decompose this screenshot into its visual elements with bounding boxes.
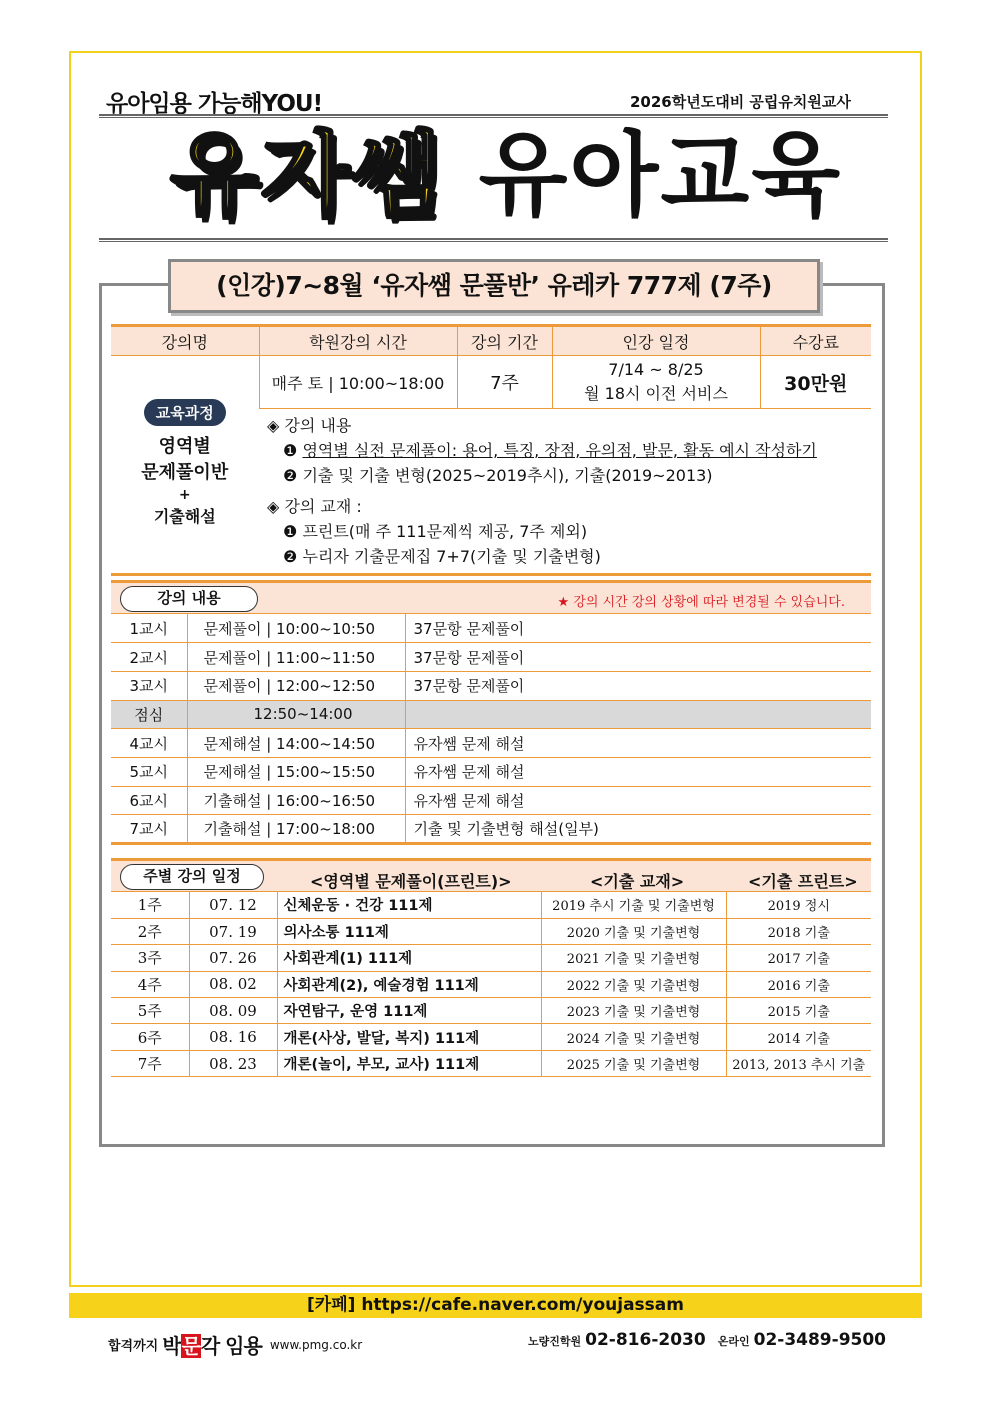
topic: 개론(사상, 발달, 복지) 111제 <box>277 1024 541 1050</box>
period: 3교시 <box>111 671 187 700</box>
topic: 사회관계(1) 111제 <box>277 945 541 971</box>
table-row <box>111 757 871 786</box>
course-badge: 교육과정 <box>144 399 226 426</box>
desc: 유자쌤 문제 해설 <box>405 786 871 815</box>
course-details <box>259 409 871 575</box>
content-item <box>267 463 863 488</box>
table-row <box>111 945 871 971</box>
table-row <box>111 786 871 815</box>
table-row <box>111 671 871 700</box>
content-text: 기출 및 기출 변형(2025~2019추시), 기출(2019~2013) <box>302 466 713 485</box>
past: 2014 기출 <box>726 1024 871 1050</box>
past: 2013, 2013 추시 기출 <box>726 1050 871 1076</box>
slogan: 합격까지 <box>108 1339 159 1354</box>
period: 7교시 <box>111 815 187 844</box>
weekly-table <box>111 892 871 1077</box>
table-row <box>111 998 871 1024</box>
date: 08. 23 <box>189 1050 277 1076</box>
desc: 37문항 문제풀이 <box>405 643 871 672</box>
target-exam: 2026학년도대비 공립유치원교사 <box>630 93 851 111</box>
duration: 7주 <box>457 356 552 409</box>
tagline: 유아임용 가능해YOU! <box>106 91 323 117</box>
topic: 개론(놀이, 부모, 교사) 111제 <box>277 1050 541 1076</box>
week: 4주 <box>111 971 189 997</box>
past: 2019 정시 <box>726 892 871 918</box>
course-cell <box>111 356 259 575</box>
past: 2018 기출 <box>726 918 871 944</box>
course-name-line: + <box>178 487 191 503</box>
header-duration: 강의 기간 <box>457 326 552 356</box>
material-item <box>267 544 863 569</box>
material-item <box>267 519 863 544</box>
table-row <box>111 1050 871 1076</box>
material-text: 누리자 기출문제집 7+7(기출 및 기출변형) <box>302 547 601 566</box>
material-title: ◈ 강의 교재 : <box>267 497 362 516</box>
desc: 유자쌤 문제 해설 <box>405 729 871 758</box>
cafe-link[interactable]: [카페] https://cafe.naver.com/youjassam <box>69 1293 922 1318</box>
online-schedule <box>552 356 760 409</box>
fee: 30만원 <box>760 356 871 409</box>
time: 기출해설 | 17:00~18:00 <box>187 815 405 844</box>
book: 2022 기출 및 기출변형 <box>541 971 726 997</box>
date: 08. 16 <box>189 1024 277 1050</box>
time: 문제풀이 | 10:00~10:50 <box>187 614 405 643</box>
branch-label: 노량진학원 <box>528 1335 582 1348</box>
time: 문제해설 | 14:00~14:50 <box>187 729 405 758</box>
num-icon: ❶ <box>283 522 298 541</box>
content-item <box>267 438 863 463</box>
period: 4교시 <box>111 729 187 758</box>
title-yellow: 유자쌤 <box>170 122 443 229</box>
period: 점심 <box>111 700 187 729</box>
brand-part: 각 임용 <box>200 1334 262 1358</box>
time: 문제풀이 | 11:00~11:50 <box>187 643 405 672</box>
period: 6교시 <box>111 786 187 815</box>
brand-footer <box>108 1330 362 1359</box>
past: 2015 기출 <box>726 998 871 1024</box>
table-row <box>111 1024 871 1050</box>
desc: 37문항 문제풀이 <box>405 614 871 643</box>
week: 1주 <box>111 892 189 918</box>
header-fee: 수강료 <box>760 326 871 356</box>
branch-phone: 02-816-2030 <box>585 1330 706 1350</box>
course-banner: (인강)7~8월 ‘유자쌤 문풀반’ 유레카 777제 (7주) <box>168 259 820 313</box>
weekly-label: 주별 강의 일정 <box>120 864 264 890</box>
period: 1교시 <box>111 614 187 643</box>
table-row <box>111 700 871 729</box>
brand-logo <box>162 1330 262 1359</box>
time: 기출해설 | 16:00~16:50 <box>187 786 405 815</box>
schedule-header <box>111 580 871 614</box>
header-online: 인강 일정 <box>552 326 760 356</box>
course-name-line: 문제풀이반 <box>141 462 229 483</box>
page-title <box>170 120 842 232</box>
brand-part: 박 <box>162 1334 181 1358</box>
online-phone: 02-3489-9500 <box>753 1330 887 1350</box>
brand-part: 문 <box>181 1334 200 1358</box>
course-name-line: 영역별 <box>158 436 211 457</box>
week: 2주 <box>111 918 189 944</box>
table-row <box>111 614 871 643</box>
table-row <box>111 643 871 672</box>
num-icon: ❶ <box>283 441 298 460</box>
week: 3주 <box>111 945 189 971</box>
date: 08. 09 <box>189 998 277 1024</box>
site-link[interactable]: www.pmg.co.kr <box>269 1337 363 1352</box>
online-note: 월 18시 이전 서비스 <box>584 384 728 403</box>
academy-time: 매주 토 | 10:00~18:00 <box>259 356 457 409</box>
online-date: 7/14 ~ 8/25 <box>608 360 704 379</box>
content-title: ◈ 강의 내용 <box>267 416 352 435</box>
week: 5주 <box>111 998 189 1024</box>
book: 2023 기출 및 기출변형 <box>541 998 726 1024</box>
desc: 37문항 문제풀이 <box>405 671 871 700</box>
contact-footer <box>528 1330 886 1350</box>
week: 6주 <box>111 1024 189 1050</box>
topic: 자연탐구, 운영 111제 <box>277 998 541 1024</box>
table-row <box>111 729 871 758</box>
time: 12:50~14:00 <box>187 700 405 729</box>
num-icon: ❷ <box>283 547 298 566</box>
week: 7주 <box>111 1050 189 1076</box>
schedule-note: ★ 강의 시간 강의 상황에 따라 변경될 수 있습니다. <box>557 595 845 610</box>
topic: 사회관계(2), 예술경험 111제 <box>277 971 541 997</box>
table-row <box>111 918 871 944</box>
desc: 유자쌤 문제 해설 <box>405 757 871 786</box>
time: 문제풀이 | 12:00~12:50 <box>187 671 405 700</box>
past: 2016 기출 <box>726 971 871 997</box>
schedule-label: 강의 내용 <box>120 586 258 612</box>
book: 2019 추시 기출 및 기출변형 <box>541 892 726 918</box>
col-book: <기출 교재> <box>590 872 685 891</box>
col-print: <영역별 문제풀이(프린트)> <box>310 872 512 891</box>
course-name <box>111 434 259 530</box>
material-text: 프린트(매 주 111문제씩 제공, 7주 제외) <box>302 522 588 541</box>
schedule-table <box>111 614 871 845</box>
divider-top <box>99 114 888 118</box>
online-label: 온라인 <box>717 1335 750 1348</box>
book: 2025 기출 및 기출변형 <box>541 1050 726 1076</box>
date: 07. 12 <box>189 892 277 918</box>
num-icon: ❷ <box>283 466 298 485</box>
table-row <box>111 892 871 918</box>
header-academy-time: 학원강의 시간 <box>259 326 457 356</box>
date: 07. 26 <box>189 945 277 971</box>
time: 문제해설 | 15:00~15:50 <box>187 757 405 786</box>
desc: 기출 및 기출변형 해설(일부) <box>405 815 871 844</box>
divider-bottom <box>99 238 888 242</box>
title-black: 유아교육 <box>478 122 843 229</box>
book: 2020 기출 및 기출변형 <box>541 918 726 944</box>
period: 2교시 <box>111 643 187 672</box>
header-course: 강의명 <box>111 326 259 356</box>
desc <box>405 700 871 729</box>
table-row <box>111 971 871 997</box>
col-past: <기출 프린트> <box>748 872 858 891</box>
topic: 의사소통 111제 <box>277 918 541 944</box>
table-row <box>111 815 871 844</box>
date: 08. 02 <box>189 971 277 997</box>
book: 2021 기출 및 기출변형 <box>541 945 726 971</box>
period: 5교시 <box>111 757 187 786</box>
past: 2017 기출 <box>726 945 871 971</box>
date: 07. 19 <box>189 918 277 944</box>
summary-table <box>111 324 871 576</box>
content-text: 영역별 실전 문제풀이: 용어, 특징, 장점, 유의점, 발문, 활동 예시 작성하기 <box>302 441 817 460</box>
course-name-line: 기출해설 <box>153 507 216 526</box>
topic: 신체운동 · 건강 111제 <box>277 892 541 918</box>
book: 2024 기출 및 기출변형 <box>541 1024 726 1050</box>
